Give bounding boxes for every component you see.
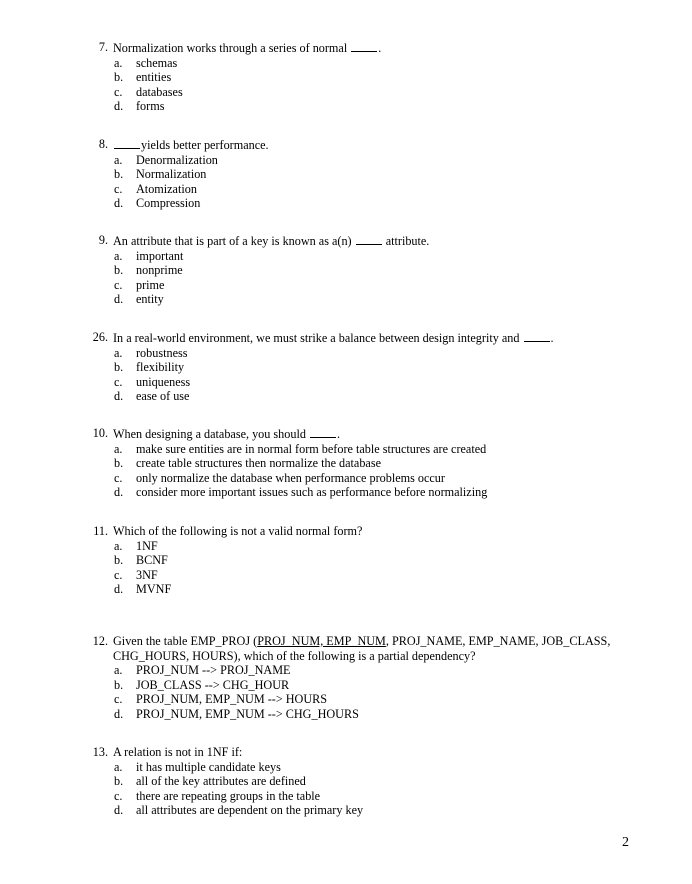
- stem-text-end: .: [378, 41, 382, 55]
- option-text: Compression: [136, 196, 201, 211]
- question-number: 12.: [92, 634, 108, 648]
- question-number: 10.: [92, 426, 108, 440]
- option-letter: c.: [114, 84, 123, 99]
- option-text: JOB_CLASS --> CHG_HOUR: [136, 677, 290, 692]
- option-letter: a.: [114, 441, 123, 456]
- question-stem: [86, 40, 676, 56]
- option-b: [86, 553, 676, 568]
- stem-text-end: .: [550, 331, 554, 345]
- option-text: entities: [136, 70, 172, 85]
- option-c: [86, 789, 676, 804]
- question-number: 9.: [98, 233, 108, 247]
- option-letter: b.: [114, 456, 124, 471]
- option-text: PROJ_NUM, EMP_NUM --> HOURS: [136, 692, 328, 707]
- question-7: [86, 40, 676, 114]
- option-c: [86, 278, 676, 293]
- answer-blank: [356, 233, 382, 245]
- option-text: Denormalization: [136, 152, 218, 167]
- option-letter: b.: [114, 774, 124, 789]
- option-c: [86, 471, 676, 486]
- option-letter: b.: [114, 360, 124, 375]
- option-list: [86, 56, 676, 114]
- option-text: there are repeating groups in the table: [136, 788, 321, 803]
- option-text: all of the key attributes are defined: [136, 774, 306, 789]
- option-list: [86, 153, 676, 211]
- question-stem: [86, 745, 676, 760]
- question-10: [86, 426, 676, 500]
- option-letter: b.: [114, 553, 124, 568]
- option-text: prime: [136, 277, 165, 292]
- option-b: [86, 167, 676, 182]
- option-d: [86, 485, 676, 500]
- option-letter: a.: [114, 663, 123, 678]
- option-a: [86, 346, 676, 361]
- stem-text: yields better performance.: [141, 138, 269, 152]
- option-letter: a.: [114, 345, 123, 360]
- option-a: [86, 249, 676, 264]
- option-letter: d.: [114, 803, 124, 818]
- option-list: [86, 442, 676, 500]
- option-a: [86, 442, 676, 457]
- option-letter: a.: [114, 248, 123, 263]
- option-a: [86, 56, 676, 71]
- question-26: [86, 330, 676, 404]
- question-number: 13.: [92, 745, 108, 759]
- question-stem: [86, 634, 676, 649]
- option-text: it has multiple candidate keys: [136, 759, 281, 774]
- stem-text-line-2: CHG_HOURS, HOURS), which of the following is a partial dependency?: [113, 648, 476, 663]
- option-letter: d.: [114, 485, 124, 500]
- stem-text: A relation is not in 1NF if:: [113, 745, 243, 759]
- option-letter: d.: [114, 389, 124, 404]
- option-b: [86, 263, 676, 278]
- option-c: [86, 182, 676, 197]
- option-letter: a.: [114, 152, 123, 167]
- stem-text: An attribute that is part of a key is known as a(n): [113, 234, 352, 248]
- option-letter: d.: [114, 292, 124, 307]
- option-list: [86, 249, 676, 307]
- stem-text-suffix: , PROJ_NAME, EMP_NAME, JOB_CLASS,: [385, 634, 611, 648]
- option-text: make sure entities are in normal form before table structures are created: [136, 441, 487, 456]
- question-number: 8.: [98, 137, 108, 151]
- page-number: 2: [622, 835, 629, 850]
- option-text: important: [136, 248, 184, 263]
- question-number: 7.: [98, 40, 108, 54]
- option-letter: c.: [114, 692, 123, 707]
- option-text: 3NF: [136, 567, 158, 582]
- option-letter: c.: [114, 277, 123, 292]
- option-text: all attributes are dependent on the primary key: [136, 803, 364, 818]
- option-d: [86, 707, 676, 722]
- option-d: [86, 582, 676, 597]
- primary-key-text: PROJ_NUM, EMP_NUM: [257, 634, 386, 648]
- option-a: [86, 153, 676, 168]
- question-number: 11.: [93, 524, 108, 538]
- option-text: robustness: [136, 345, 188, 360]
- option-text: 1NF: [136, 538, 158, 553]
- question-8: [86, 137, 676, 211]
- option-letter: d.: [114, 706, 124, 721]
- option-c: [86, 375, 676, 390]
- option-letter: c.: [114, 567, 123, 582]
- option-text: MVNF: [136, 582, 172, 597]
- option-text: consider more important issues such as performance before normalizing: [136, 485, 488, 500]
- option-d: [86, 292, 676, 307]
- option-b: [86, 70, 676, 85]
- question-stem: [86, 524, 676, 539]
- option-text: BCNF: [136, 553, 168, 568]
- option-text: only normalize the database when performance problems occur: [136, 470, 445, 485]
- stem-text: When designing a database, you should: [113, 427, 306, 441]
- question-12: [86, 634, 676, 722]
- option-c: [86, 85, 676, 100]
- question-stem-line-2: [86, 649, 676, 664]
- question-13: [86, 745, 676, 818]
- option-text: entity: [136, 292, 164, 307]
- option-text: create table structures then normalize the database: [136, 456, 381, 471]
- option-c: [86, 692, 676, 707]
- option-b: [86, 360, 676, 375]
- option-letter: d.: [114, 196, 124, 211]
- option-a: [86, 760, 676, 775]
- question-stem: [86, 137, 676, 153]
- question-stem: [86, 233, 676, 249]
- option-letter: c.: [114, 181, 123, 196]
- option-letter: a.: [114, 55, 123, 70]
- option-text: nonprime: [136, 263, 183, 278]
- option-letter: a.: [114, 759, 123, 774]
- option-d: [86, 389, 676, 404]
- option-text: forms: [136, 99, 165, 114]
- answer-blank: [114, 137, 140, 149]
- option-a: [86, 539, 676, 554]
- option-d: [86, 99, 676, 114]
- question-11: [86, 524, 676, 597]
- option-d: [86, 803, 676, 818]
- question-9: [86, 233, 676, 307]
- question-stem: [86, 426, 676, 442]
- option-list: [86, 346, 676, 404]
- option-b: [86, 774, 676, 789]
- stem-text-end: attribute.: [385, 234, 430, 248]
- answer-blank: [310, 426, 336, 438]
- option-text: flexibility: [136, 360, 185, 375]
- option-b: [86, 456, 676, 471]
- option-letter: c.: [114, 470, 123, 485]
- option-text: Normalization: [136, 167, 207, 182]
- stem-text: Which of the following is not a valid normal form?: [113, 524, 363, 538]
- option-text: schemas: [136, 55, 178, 70]
- question-number: 26.: [92, 330, 108, 344]
- option-c: [86, 568, 676, 583]
- answer-blank: [524, 330, 550, 342]
- option-letter: d.: [114, 99, 124, 114]
- option-letter: b.: [114, 167, 124, 182]
- option-text: databases: [136, 84, 183, 99]
- option-letter: d.: [114, 582, 124, 597]
- option-list: [86, 663, 676, 721]
- answer-blank: [351, 40, 377, 52]
- option-d: [86, 196, 676, 211]
- option-letter: c.: [114, 788, 123, 803]
- question-stem: [86, 330, 676, 346]
- option-letter: a.: [114, 538, 123, 553]
- option-b: [86, 678, 676, 693]
- option-letter: c.: [114, 374, 123, 389]
- option-list: [86, 760, 676, 818]
- stem-text-prefix: Given the table EMP_PROJ (: [113, 634, 258, 648]
- stem-text: In a real-world environment, we must strike a balance between design integrity and: [113, 331, 520, 345]
- option-list: [86, 539, 676, 597]
- stem-text: Normalization works through a series of normal: [113, 41, 348, 55]
- option-a: [86, 663, 676, 678]
- stem-text-end: .: [336, 427, 341, 441]
- option-text: PROJ_NUM, EMP_NUM --> CHG_HOURS: [136, 706, 359, 721]
- option-text: ease of use: [136, 389, 190, 404]
- option-letter: b.: [114, 70, 124, 85]
- option-text: PROJ_NUM --> PROJ_NAME: [136, 663, 291, 678]
- option-letter: b.: [114, 677, 124, 692]
- option-letter: b.: [114, 263, 124, 278]
- option-text: uniqueness: [136, 374, 191, 389]
- option-text: Atomization: [136, 181, 197, 196]
